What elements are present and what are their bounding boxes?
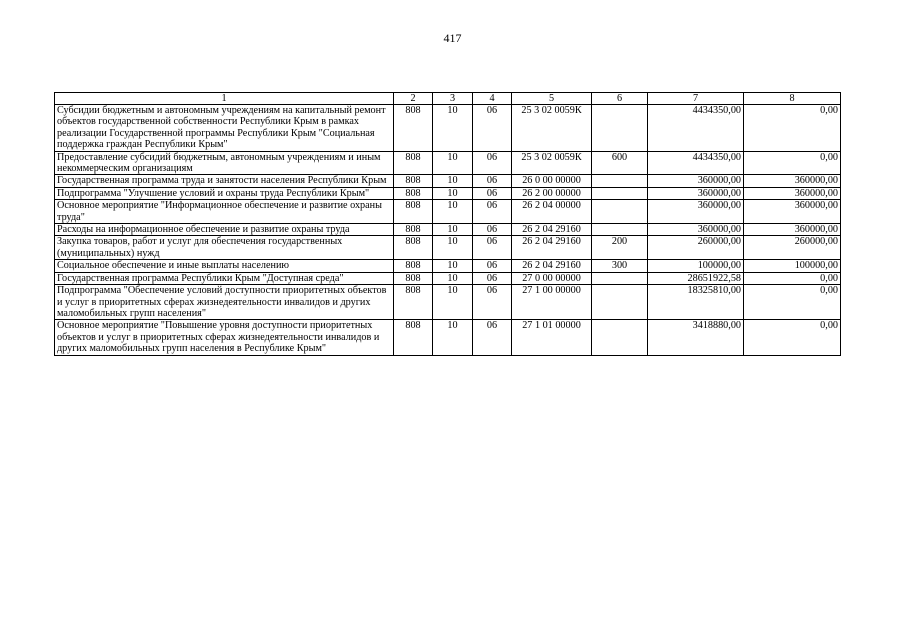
cell-section: 10: [433, 320, 473, 355]
cell-amount-2: 0,00: [744, 105, 841, 152]
cell-amount-2: 0,00: [744, 320, 841, 355]
cell-expense-type: [592, 224, 648, 236]
cell-expense-type: [592, 105, 648, 152]
cell-subsection: 06: [473, 320, 512, 355]
cell-target-article: 27 1 01 00000: [512, 320, 592, 355]
cell-amount-1: 360000,00: [648, 224, 744, 236]
column-header: 5: [512, 93, 592, 105]
cell-target-article: 26 2 04 29160: [512, 260, 592, 272]
cell-expense-type: 300: [592, 260, 648, 272]
column-header: 4: [473, 93, 512, 105]
cell-target-article: 25 3 02 0059К: [512, 151, 592, 175]
cell-amount-2: 360000,00: [744, 187, 841, 199]
cell-target-article: 26 2 04 29160: [512, 224, 592, 236]
cell-subsection: 06: [473, 187, 512, 199]
table-row: [55, 151, 841, 175]
column-header: 8: [744, 93, 841, 105]
cell-amount-2: 0,00: [744, 272, 841, 284]
column-header: 7: [648, 93, 744, 105]
cell-amount-1: 260000,00: [648, 236, 744, 260]
row-name: Подпрограмма "Улучшение условий и охраны труда Республики Крым": [55, 187, 394, 199]
cell-ministry: 808: [394, 320, 433, 355]
cell-ministry: 808: [394, 236, 433, 260]
page-number: 417: [443, 31, 462, 45]
row-name: Основное мероприятие "Повышение уровня доступности приоритетных объектов и услуг в приоритетных сферах жизнедеятельности инвалидов и других маломобильных групп населения в Республике Крым": [55, 320, 394, 355]
cell-amount-1: 4434350,00: [648, 151, 744, 175]
cell-ministry: 808: [394, 285, 433, 320]
cell-subsection: 06: [473, 105, 512, 152]
table-row: [55, 285, 841, 320]
column-header: 2: [394, 93, 433, 105]
table-row: [55, 320, 841, 355]
table-row: [55, 260, 841, 272]
cell-expense-type: 600: [592, 151, 648, 175]
cell-amount-2: 360000,00: [744, 224, 841, 236]
cell-section: 10: [433, 187, 473, 199]
column-header: 6: [592, 93, 648, 105]
cell-ministry: 808: [394, 260, 433, 272]
cell-subsection: 06: [473, 236, 512, 260]
cell-subsection: 06: [473, 175, 512, 187]
table-row: [55, 187, 841, 199]
cell-ministry: 808: [394, 187, 433, 199]
cell-ministry: 808: [394, 105, 433, 152]
cell-amount-1: 360000,00: [648, 187, 744, 199]
cell-expense-type: [592, 285, 648, 320]
budget-table: [54, 92, 841, 356]
column-header: 1: [55, 93, 394, 105]
column-header: 3: [433, 93, 473, 105]
cell-subsection: 06: [473, 285, 512, 320]
cell-section: 10: [433, 236, 473, 260]
cell-target-article: 26 0 00 00000: [512, 175, 592, 187]
cell-ministry: 808: [394, 200, 433, 224]
cell-section: 10: [433, 285, 473, 320]
table-row: [55, 272, 841, 284]
table-row: [55, 105, 841, 152]
cell-amount-2: 0,00: [744, 285, 841, 320]
cell-amount-1: 4434350,00: [648, 105, 744, 152]
cell-section: 10: [433, 272, 473, 284]
cell-section: 10: [433, 224, 473, 236]
cell-ministry: 808: [394, 272, 433, 284]
table-row: [55, 175, 841, 187]
row-name: Расходы на информационное обеспечение и развитие охраны труда: [55, 224, 394, 236]
row-name: Государственная программа труда и занятости населения Республики Крым: [55, 175, 394, 187]
table-row: [55, 236, 841, 260]
cell-ministry: 808: [394, 175, 433, 187]
cell-target-article: 27 1 00 00000: [512, 285, 592, 320]
cell-subsection: 06: [473, 200, 512, 224]
table-row: [55, 200, 841, 224]
cell-section: 10: [433, 260, 473, 272]
cell-section: 10: [433, 200, 473, 224]
cell-expense-type: [592, 187, 648, 199]
cell-target-article: 27 0 00 00000: [512, 272, 592, 284]
cell-amount-1: 100000,00: [648, 260, 744, 272]
cell-subsection: 06: [473, 272, 512, 284]
row-name: Государственная программа Республики Крым "Доступная среда": [55, 272, 394, 284]
cell-section: 10: [433, 175, 473, 187]
cell-ministry: 808: [394, 151, 433, 175]
table-row: [55, 224, 841, 236]
row-name: Субсидии бюджетным и автономным учреждениям на капитальный ремонт объектов государственной собственности Республики Крым в рамках реализации Государственной программы Республики Крым "Социальная поддержка граждан Республики Крым": [55, 105, 394, 152]
cell-expense-type: [592, 200, 648, 224]
cell-subsection: 06: [473, 260, 512, 272]
cell-expense-type: [592, 272, 648, 284]
cell-expense-type: [592, 175, 648, 187]
cell-amount-1: 360000,00: [648, 175, 744, 187]
cell-section: 10: [433, 105, 473, 152]
row-name: Основное мероприятие "Информационное обеспечение и развитие охраны труда": [55, 200, 394, 224]
cell-amount-2: 360000,00: [744, 175, 841, 187]
cell-subsection: 06: [473, 224, 512, 236]
cell-amount-1: 28651922,58: [648, 272, 744, 284]
cell-section: 10: [433, 151, 473, 175]
row-name: Предоставление субсидий бюджетным, автономным учреждениям и иным некоммерческим организациям: [55, 151, 394, 175]
cell-amount-1: 360000,00: [648, 200, 744, 224]
row-name: Подпрограмма "Обеспечение условий доступности приоритетных объектов и услуг в приоритетных сферах жизнедеятельности инвалидов и других маломобильных групп населения": [55, 285, 394, 320]
cell-expense-type: [592, 320, 648, 355]
cell-amount-1: 18325810,00: [648, 285, 744, 320]
cell-amount-2: 100000,00: [744, 260, 841, 272]
cell-expense-type: 200: [592, 236, 648, 260]
cell-amount-2: 260000,00: [744, 236, 841, 260]
cell-target-article: 26 2 04 29160: [512, 236, 592, 260]
cell-target-article: 25 3 02 0059К: [512, 105, 592, 152]
cell-amount-2: 0,00: [744, 151, 841, 175]
cell-target-article: 26 2 04 00000: [512, 200, 592, 224]
cell-amount-2: 360000,00: [744, 200, 841, 224]
row-name: Социальное обеспечение и иные выплаты населению: [55, 260, 394, 272]
header-row: [55, 93, 841, 105]
cell-ministry: 808: [394, 224, 433, 236]
row-name: Закупка товаров, работ и услуг для обеспечения государственных (муниципальных) нужд: [55, 236, 394, 260]
cell-target-article: 26 2 00 00000: [512, 187, 592, 199]
cell-subsection: 06: [473, 151, 512, 175]
cell-amount-1: 3418880,00: [648, 320, 744, 355]
